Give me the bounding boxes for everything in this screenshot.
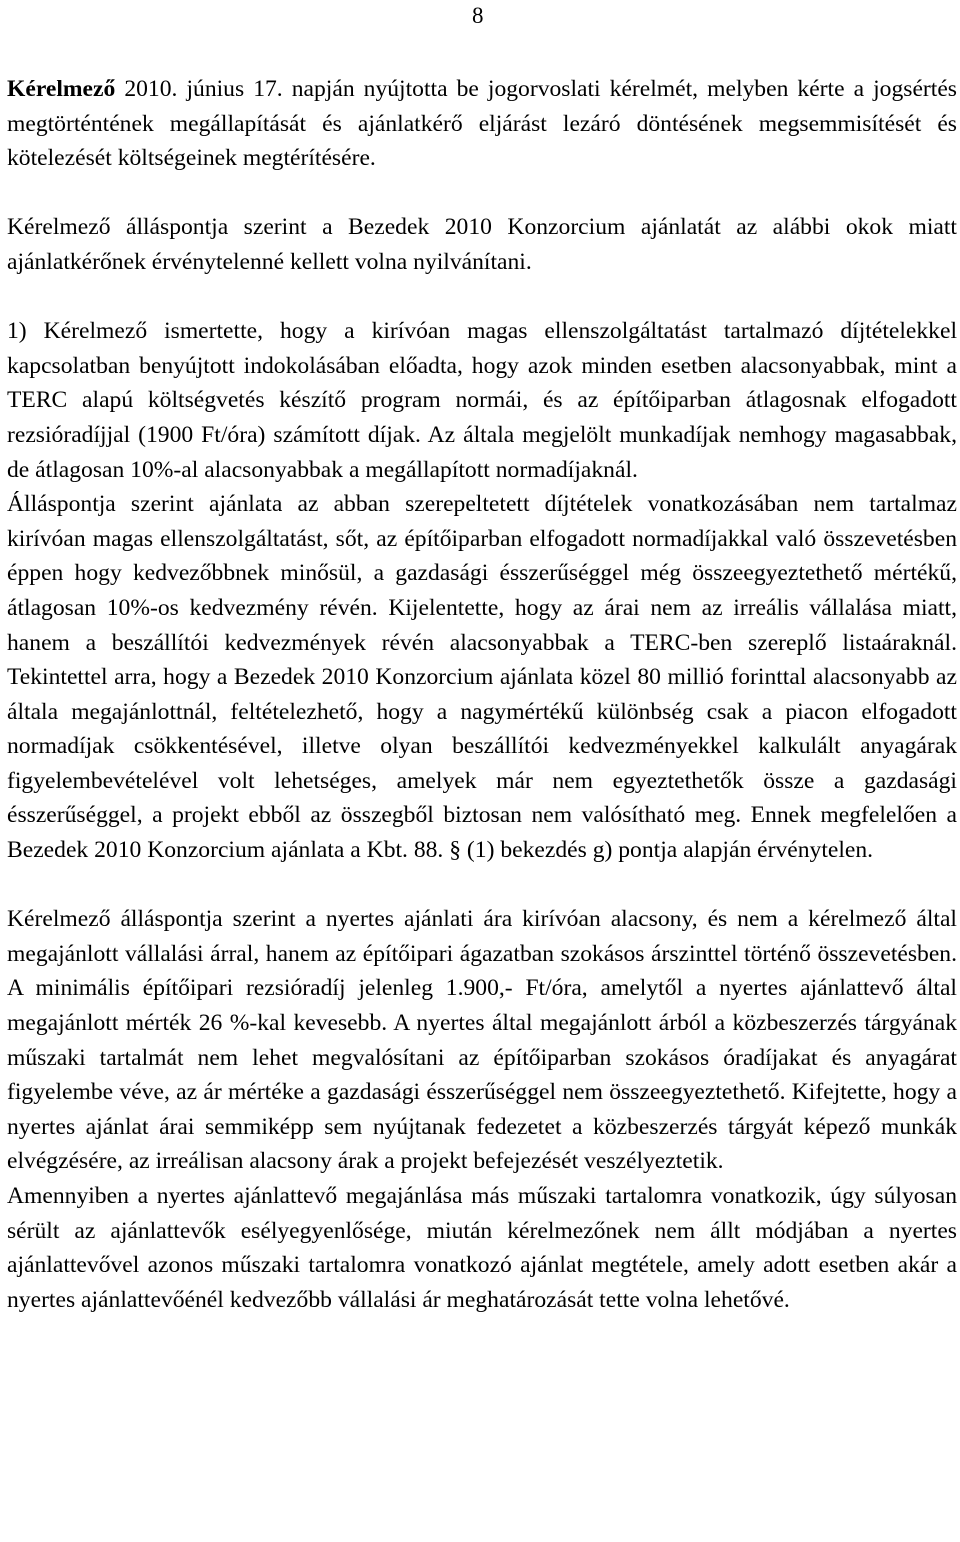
intro-party: Kérelmező — [7, 76, 116, 102]
paragraph-position: Kérelmező álláspontja szerint a Bezedek 2010 Konzorcium ajánlatát az alábbi okok miatt ajánlatkérőnek érvénytelenné kellett volna nyilvánítani. — [7, 214, 957, 275]
paragraph-low-price: Kérelmező álláspontja szerint a nyertes ajánlati ára kirívóan alacsony, és nem a kérelmező által megajánlott vállalási árral, hanem az építőipari ágazatban szokásos árszinttel történő összevetésben. A minimális építőipari rezsióradíj jelenleg 1.900,- Ft/óra, amelytől a nyertes ajánlattevő által megajánlott mérték 26 %-kal kevesebb. A nyertes által megajánlott árból a közbeszerzés tárgyának műszaki tartalmát nem lehet megvalósítani az építőiparban szokásos óradíjakat és anyagárat figyelembe véve, az ár mértéke a gazdasági ésszerűséggel nem összeegyeztethető. Kifejtette, hogy a nyertes ajánlat árai semmiképp sem nyújtanak fedezetet a közbeszerzés tárgyát képező munkák elvégzésére, az irreálisan alacsony árak a projekt befejezését veszélyeztetik. — [7, 906, 957, 1175]
page-number: 8 — [472, 3, 484, 28]
paragraph-opinion: Álláspontja szerint ajánlata az abban szerepeltetett díjtételek vonatkozásában nem tartalmaz kirívóan magas ellenszolgáltatást, sőt, az építőiparban elfogadott normadíjakkal való összevetésben éppen hogy kedvezőbbnek minősül, a gazdasági ésszerűséggel még összeegyeztethető mértékű, átlagosan 10%-os kedvezmény révén. Kijelentette, hogy az árai nem az irreális vállalása miatt, hanem a beszállítói kedvezmények révén alacsonyabbak a TERC-ben szereplő listaáraknál. Tekintettel arra, hogy a Bezedek 2010 Konzorcium ajánlata közel 80 millió forinttal alacsonyabb az általa megajánlottnál, feltételezhető, hogy a nagymértékű különbség csak a piacon elfogadott normadíjak csökkentésével, illetve olyan beszállítói kedvezményekkel kalkulált anyagárak figyelembevételével volt lehetséges, amelyek már nem egyeztethetők össze a gazdasági ésszerűséggel, a projekt ebből az összegből biztosan nem valósítható meg. Ennek megfelelően a Bezedek 2010 Konzorcium ajánlata a Kbt. 88. § (1) bekezdés g) pontja alapján érvénytelen. — [7, 491, 957, 864]
paragraph-equal-opportunity: Amennyiben a nyertes ajánlattevő megajánlása más műszaki tartalomra vonatkozik, úgy súlyosan sérült az ajánlattevők esélyegyenlősége, miután kérelmezőnek nem állt módjában a nyertes ajánlattevővel azonos műszaki tartalomra vonatkozó ajánlat megtétele, amely adott esetben akár a nyertes ajánlattevőénél kedvezőbb vállalási ár meghatározását tette volna lehetővé. — [7, 1183, 957, 1313]
intro-paragraph — [7, 72, 957, 176]
paragraph-point-1: 1) Kérelmező ismertette, hogy a kirívóan magas ellenszolgáltatást tartalmazó díjtételekkel kapcsolatban benyújtott indokolásában előadta, hogy azok minden esetben alacsonyabbak, mint a TERC alapú költségvetés készítő program normái, és az építőiparban átlagosnak elfogadott rezsióradíjjal (1900 Ft/óra) számított díjak. Az általa megjelölt munkadíjak nemhogy magasabbak, de átlagosan 10%-al alacsonyabbak a megállapított normadíjaknál. — [7, 318, 957, 483]
intro-text: 2010. június 17. napján nyújtotta be jogorvoslati kérelmét, melyben kérte a jogsértés megtörténtének megállapítását és ajánlatkérő eljárást lezáró döntésének megsemmisítését és kötelezését költségeinek megtérítésére. — [7, 76, 957, 172]
document-body — [7, 72, 957, 1317]
